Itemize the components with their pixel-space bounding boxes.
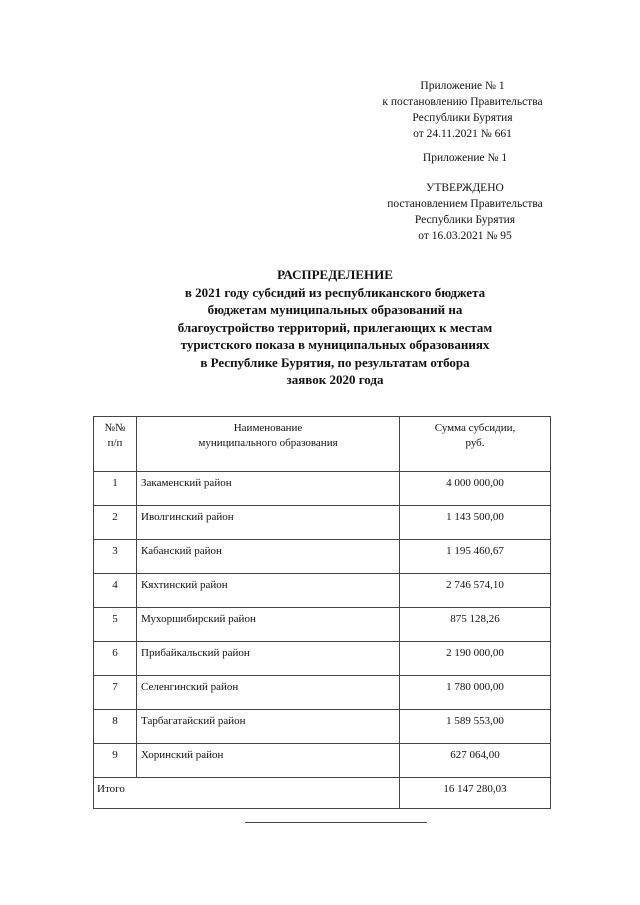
title-line: в 2021 году субсидий из республиканского бюджета: [184, 284, 486, 300]
approval-line: от 16.03.2021 № 95: [418, 230, 512, 242]
row-name: Кяхтинский район: [137, 574, 400, 608]
approval-stamp: [370, 180, 560, 244]
table-row: [94, 472, 551, 506]
title-line: в Республике Бурятия, по результатам отбора: [200, 354, 470, 370]
row-name: Тарбагатайский район: [137, 710, 400, 744]
approval-line: постановлением Правительства: [387, 198, 543, 210]
header-sum-line: руб.: [465, 437, 485, 449]
table-row: [94, 540, 551, 574]
table-total-row: [94, 778, 551, 809]
row-name: Хоринский район: [137, 744, 400, 778]
title-line: заявок 2020 года: [286, 372, 384, 387]
row-num: 8: [94, 710, 137, 744]
title-line: бюджетам муниципальных образований на: [207, 302, 463, 317]
approval-line: Республики Бурятия: [414, 214, 516, 226]
header-name-line: муниципального образования: [198, 437, 338, 449]
header-num-line: №№: [104, 422, 126, 434]
appendix-line: Республики Бурятия: [412, 112, 513, 124]
row-num: 6: [94, 642, 137, 676]
row-sum: 1 143 500,00: [400, 506, 551, 540]
row-sum: 2 746 574,10: [400, 574, 551, 608]
appendix-line: к постановлению Правительства: [382, 96, 543, 108]
row-sum: 1 589 553,00: [400, 710, 551, 744]
row-num: 1: [94, 472, 137, 506]
row-sum: 4 000 000,00: [400, 472, 551, 506]
table-row: [94, 608, 551, 642]
appendix-line: Приложение № 1: [420, 80, 505, 92]
row-num: 3: [94, 540, 137, 574]
table-header-row: [94, 417, 551, 472]
total-label: Итого: [94, 778, 400, 809]
table-row: [94, 574, 551, 608]
approval-line: УТВЕРЖДЕНО: [426, 182, 504, 194]
closing-separator-line: [245, 822, 427, 823]
subsidy-table: [93, 416, 551, 809]
title-line: РАСПРЕДЕЛЕНИЕ: [277, 267, 393, 282]
row-name: Закаменский район: [137, 472, 400, 506]
total-sum: 16 147 280,03: [400, 778, 551, 809]
header-sum: [400, 417, 551, 472]
row-name: Мухоршибирский район: [137, 608, 400, 642]
row-sum: 875 128,26: [400, 608, 551, 642]
appendix-header: [360, 78, 565, 142]
row-name: Прибайкальский район: [137, 642, 400, 676]
row-name: Селенгинский район: [137, 676, 400, 710]
row-name: Иволгинский район: [137, 506, 400, 540]
table-row: [94, 642, 551, 676]
row-num: 7: [94, 676, 137, 710]
row-sum: 2 190 000,00: [400, 642, 551, 676]
row-name: Кабанский район: [137, 540, 400, 574]
header-name-line: Наименование: [233, 422, 303, 434]
title-line: туристского показа в муниципальных образованиях: [180, 337, 490, 352]
row-sum: 627 064,00: [400, 744, 551, 778]
row-num: 4: [94, 574, 137, 608]
title-line: благоустройство территорий, прилегающих к местам: [177, 319, 493, 335]
document-title: [110, 266, 560, 389]
appendix-line: от 24.11.2021 № 661: [413, 128, 512, 140]
table-row: [94, 710, 551, 744]
table-row: [94, 506, 551, 540]
header-num: [94, 417, 137, 472]
header-sum-line: Сумма субсидии,: [434, 422, 516, 434]
row-num: 5: [94, 608, 137, 642]
appendix-line: Приложение № 1: [422, 152, 508, 164]
row-sum: 1 780 000,00: [400, 676, 551, 710]
row-num: 2: [94, 506, 137, 540]
header-name: [137, 417, 400, 472]
header-num-line: п/п: [107, 437, 123, 449]
appendix-header-2: [395, 150, 535, 166]
row-sum: 1 195 460,67: [400, 540, 551, 574]
table-row: [94, 744, 551, 778]
table-row: [94, 676, 551, 710]
row-num: 9: [94, 744, 137, 778]
